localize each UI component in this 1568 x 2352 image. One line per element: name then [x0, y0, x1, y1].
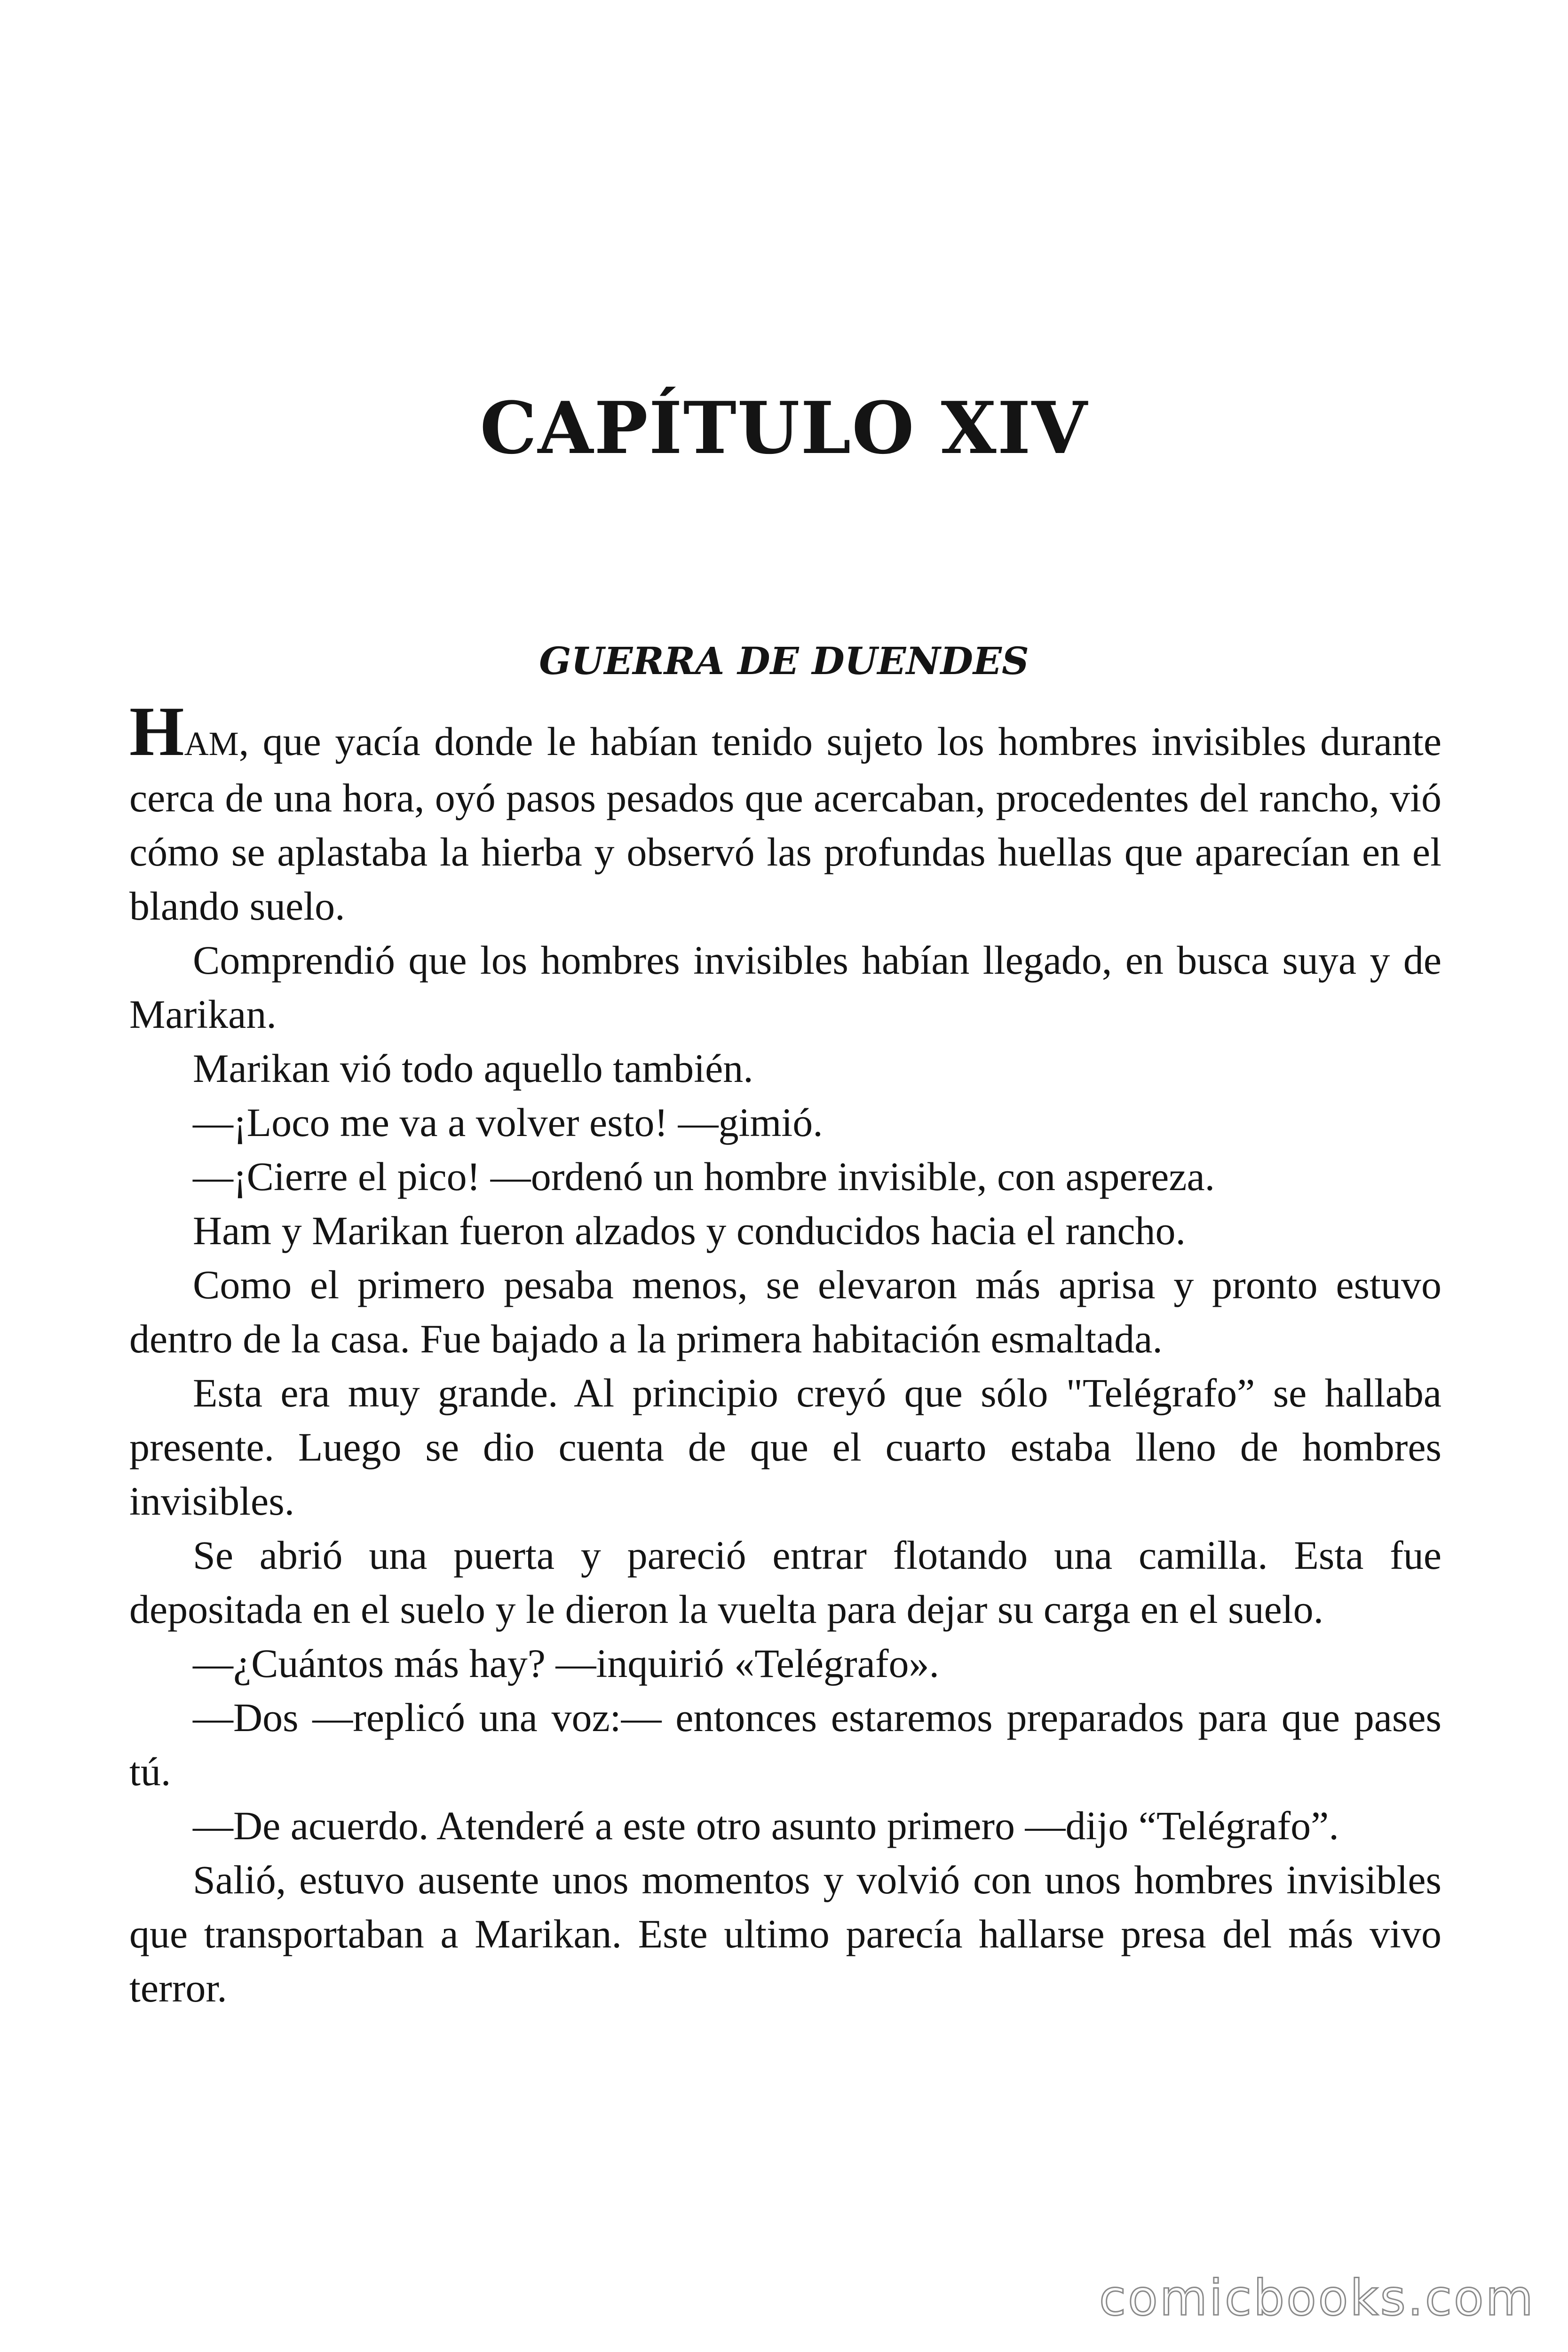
opening-smallcaps: AM — [184, 725, 239, 763]
paragraph: Marikan vió todo aquello también. — [193, 1046, 753, 1091]
opening-text: , que yacía donde le habían tenido sujeto los hombres invisibles durante cerca de una hora, oyó pasos pesados que acercaban, procedentes del rancho, vió cómo se aplastaba la hierba y observó las profundas huellas que aparecían en el blando suelo. — [129, 719, 1441, 929]
watermark: comicbooks.com — [1099, 2269, 1535, 2327]
drop-cap: H — [129, 692, 184, 771]
paragraph: —¿Cuántos más hay? —inquirió «Telégrafo». — [193, 1641, 939, 1686]
chapter-body — [129, 692, 1441, 2015]
paragraph: —¡Loco me va a volver esto! —gimió. — [193, 1100, 823, 1145]
paragraph: Salió, estuvo ausente unos momentos y volvió con unos hombres invisibles que transportaban a Marikan. Este ultimo parecía hallarse presa del más vivo terror. — [129, 1857, 1441, 2010]
opening-paragraph — [129, 692, 1441, 933]
chapter-title: CAPÍTULO XIV — [480, 386, 1088, 470]
chapter-subtitle: GUERRA DE DUENDES — [539, 639, 1029, 683]
paragraph: Comprendió que los hombres invisibles habían llegado, en busca suya y de Marikan. — [129, 938, 1441, 1037]
paragraph: Esta era muy grande. Al principio creyó que sólo "Telégrafo” se hallaba presente. Luego se dio cuenta de que el cuarto estaba lleno de hombres invisibles. — [129, 1370, 1441, 1524]
paragraph: Ham y Marikan fueron alzados y conducidos hacia el rancho. — [193, 1208, 1186, 1253]
paragraph: Se abrió una puerta y pareció entrar flotando una camilla. Esta fue depositada en el suelo y le dieron la vuelta para dejar su carga en el suelo. — [129, 1533, 1441, 1632]
paragraph: Como el primero pesaba menos, se elevaron más aprisa y pronto estuvo dentro de la casa. Fue bajado a la primera habitación esmaltada. — [129, 1262, 1441, 1361]
paragraph: —De acuerdo. Atenderé a este otro asunto primero —dijo “Telégrafo”. — [193, 1803, 1339, 1848]
paragraph: —¡Cierre el pico! —ordenó un hombre invisible, con aspereza. — [193, 1154, 1215, 1199]
paragraph: —Dos —replicó una voz:— entonces estaremos preparados para que pases tú. — [129, 1695, 1441, 1794]
